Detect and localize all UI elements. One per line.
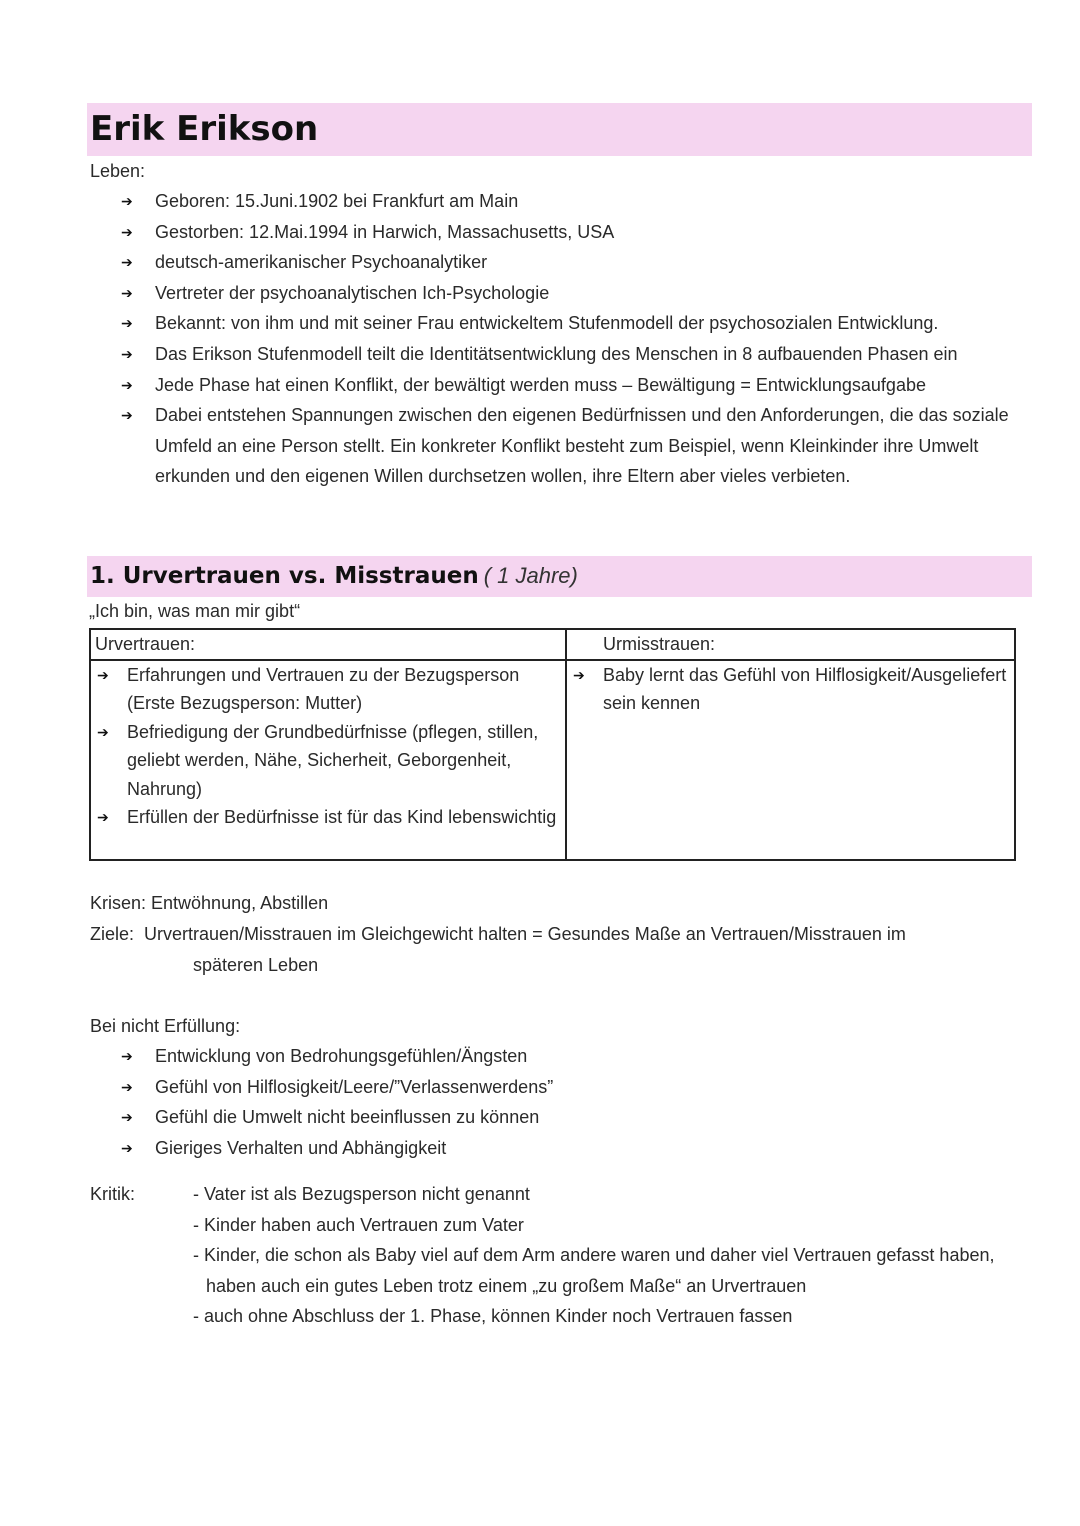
list-item [87, 370, 1032, 401]
list-item [193, 1179, 1028, 1210]
list-item-text: - Kinder, die schon als Baby viel auf dem Arm andere waren und daher viel Vertrauen gefasst haben, haben auch ein gutes Leben trotz einem „zu großem Maße“ an Urvertrauen [193, 1245, 995, 1296]
nicht-erfuellung-label: Bei nicht Erfüllung: [90, 1016, 241, 1036]
list-item [95, 803, 561, 832]
list-item-text: Vertreter der psychoanalytischen Ich-Psychologie [155, 282, 550, 303]
list-item [193, 1210, 1028, 1241]
kritik-label: Kritik: [90, 1184, 135, 1204]
list-item-text: - Kinder haben auch Vertrauen zum Vater [193, 1214, 524, 1235]
arrow-bullet-icon: ➔ [121, 376, 133, 393]
list-item-text: Das Erikson Stufenmodell teilt die Identitätsentwicklung des Menschen in 8 aufbauenden Phasen ein [155, 343, 958, 364]
list-item [193, 1240, 1028, 1301]
ziele-text [144, 919, 974, 980]
list-item-text: Dabei entstehen Spannungen zwischen den eigenen Bedürfnissen und den Anforderungen, die das soziale Umfeld an eine Person stellt. Ein konkreter Konflikt besteht zum Beispiel, wenn Kleinkinder ihre Umwelt erkunden und den eigenen Willen durchsetzen wollen, ihre Eltern aber vieles verbieten. [155, 405, 1009, 487]
list-item-text: Gestorben: 12.Mai.1994 in Harwich, Massachusetts, USA [155, 221, 615, 242]
section-age: ( 1 Jahre) [483, 563, 578, 588]
list-item-text: Bekannt: von ihm und mit seiner Frau entwickeltem Stufenmodell der psychosozialen Entwicklung. [155, 313, 939, 334]
leben-list [87, 186, 1032, 492]
arrow-bullet-icon: ➔ [97, 666, 109, 683]
list-item [87, 1041, 1032, 1072]
list-item [87, 1072, 1032, 1103]
arrow-bullet-icon: ➔ [121, 1078, 133, 1095]
arrow-bullet-icon: ➔ [121, 254, 133, 271]
list-item-text: - Vater ist als Bezugsperson nicht genannt [193, 1184, 530, 1204]
arrow-bullet-icon: ➔ [97, 723, 109, 740]
urvertrauen-list [95, 661, 561, 832]
title-band [87, 103, 1032, 156]
arrow-bullet-icon: ➔ [121, 345, 133, 362]
arrow-bullet-icon: ➔ [573, 666, 585, 683]
arrow-bullet-icon: ➔ [121, 1048, 133, 1064]
header-urmisstrauen: Urmisstrauen: [566, 629, 1015, 660]
arrow-bullet-icon: ➔ [121, 223, 133, 240]
quote: „Ich bin, was man mir gibt“ [89, 601, 301, 621]
arrow-bullet-icon: ➔ [121, 1139, 133, 1156]
list-item-text: Gefühl von Hilflosigkeit/Leere/”Verlassenwerdens” [155, 1076, 554, 1097]
list-item-text: Erfüllen der Bedürfnisse ist für das Kind lebenswichtig [127, 807, 557, 827]
list-item [87, 308, 1032, 339]
krisen: Krisen: Entwöhnung, Abstillen [90, 893, 329, 913]
arrow-bullet-icon: ➔ [121, 407, 133, 424]
ziele-value: Urvertrauen/Misstrauen im Gleichgewicht halten = Gesundes Maße an Vertrauen/Misstrauen im späteren Leben [144, 924, 906, 975]
list-item [87, 1133, 1032, 1164]
list-item-text: - auch ohne Abschluss der 1. Phase, können Kinder noch Vertrauen fassen [193, 1306, 793, 1327]
list-item-text: Geboren: 15.Juni.1902 bei Frankfurt am Main [155, 191, 519, 211]
nicht-erfuellung-list [87, 1041, 1032, 1163]
section-title: 1. Urvertrauen vs. Misstrauen [90, 563, 479, 589]
header-urvertrauen: Urvertrauen: [90, 629, 566, 660]
list-item [87, 247, 1032, 278]
list-item-text: Gieriges Verhalten und Abhängigkeit [155, 1137, 447, 1158]
list-item [87, 278, 1032, 309]
list-item-text: Gefühl die Umwelt nicht beeinflussen zu können [155, 1107, 540, 1128]
page-title: Erik Erikson [90, 109, 319, 149]
kritik-list [193, 1179, 1028, 1332]
list-item [87, 339, 1032, 370]
comparison-table [89, 628, 1016, 861]
list-item-text: Baby lernt das Gefühl von Hilflosigkeit/Ausgeliefert sein kennen [603, 664, 1007, 713]
list-item [95, 661, 561, 718]
list-item-text: Befriedigung der Grundbedürfnisse (pflegen, stillen, geliebt werden, Nähe, Sicherheit, Geborgenheit, Nahrung) [127, 721, 539, 799]
list-item-text: Jede Phase hat einen Konflikt, der bewältigt werden muss – Bewältigung = Entwicklungsaufgabe [155, 374, 926, 395]
list-item [95, 718, 561, 804]
urmisstrauen-list [571, 661, 1010, 718]
list-item [87, 400, 1032, 492]
list-item [193, 1301, 1028, 1332]
arrow-bullet-icon: ➔ [121, 315, 133, 332]
list-item-text: deutsch-amerikanischer Psychoanalytiker [155, 252, 488, 273]
list-item [87, 217, 1032, 248]
list-item-text: Erfahrungen und Vertrauen zu der Bezugsperson (Erste Bezugsperson: Mutter) [127, 664, 520, 713]
leben-label: Leben: [90, 161, 146, 181]
arrow-bullet-icon: ➔ [97, 809, 109, 825]
section-band [87, 556, 1032, 597]
list-item [87, 186, 1032, 217]
list-item-text: Entwicklung von Bedrohungsgefühlen/Ängsten [155, 1046, 528, 1066]
list-item [571, 661, 1010, 718]
ziele-label: Ziele: [90, 924, 135, 944]
arrow-bullet-icon: ➔ [121, 284, 133, 301]
arrow-bullet-icon: ➔ [121, 1109, 133, 1126]
arrow-bullet-icon: ➔ [121, 193, 133, 209]
list-item [87, 1102, 1032, 1133]
